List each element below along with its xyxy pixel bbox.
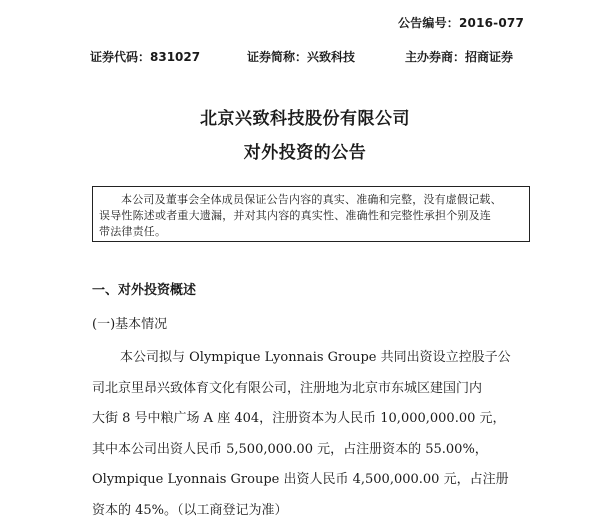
company-name-title: 北京兴致科技股份有限公司: [0, 104, 610, 129]
paragraph-line: 其中本公司出资人民币 5,500,000.00 元，占注册资本的 55.00%，: [92, 435, 542, 466]
paragraph-line: Olympique Lyonnais Groupe 出资人民币 4,500,000.00 元，占注册: [92, 465, 542, 496]
paragraph-line: 大街 8 号中粮广场 A 座 404，注册资本为人民币 10,000,000.00 元，: [92, 404, 542, 435]
paragraph-line: 资本的 45%。（以工商登记为准）: [92, 496, 542, 526]
declaration-line: 误导性陈述或者重大遗漏，并对其内容的真实性、准确性和完整性承担个别及连: [99, 208, 523, 224]
lead-broker: 主办券商：招商证券: [405, 48, 513, 65]
investment-description: [92, 343, 542, 526]
section-heading: 一、对外投资概述: [92, 279, 196, 298]
announcement-subject-title: 对外投资的公告: [0, 138, 610, 163]
subsection-heading: (一)基本情况: [92, 313, 167, 332]
paragraph-line: 司北京里昂兴致体育文化有限公司，注册地为北京市东城区建国门内: [92, 374, 542, 405]
announcement-number: 公告编号：2016-077: [398, 14, 524, 31]
security-code: 证券代码：831027: [90, 48, 200, 65]
declaration-line: 带法律责任。: [99, 224, 523, 240]
declaration-line: 本公司及董事会全体成员保证公告内容的真实、准确和完整，没有虚假记载、: [99, 192, 523, 208]
board-declaration-box: [92, 186, 530, 242]
security-abbreviation: 证券简称：兴致科技: [247, 48, 355, 65]
paragraph-line: 本公司拟与 Olympique Lyonnais Groupe 共同出资设立控股子公: [92, 343, 542, 374]
